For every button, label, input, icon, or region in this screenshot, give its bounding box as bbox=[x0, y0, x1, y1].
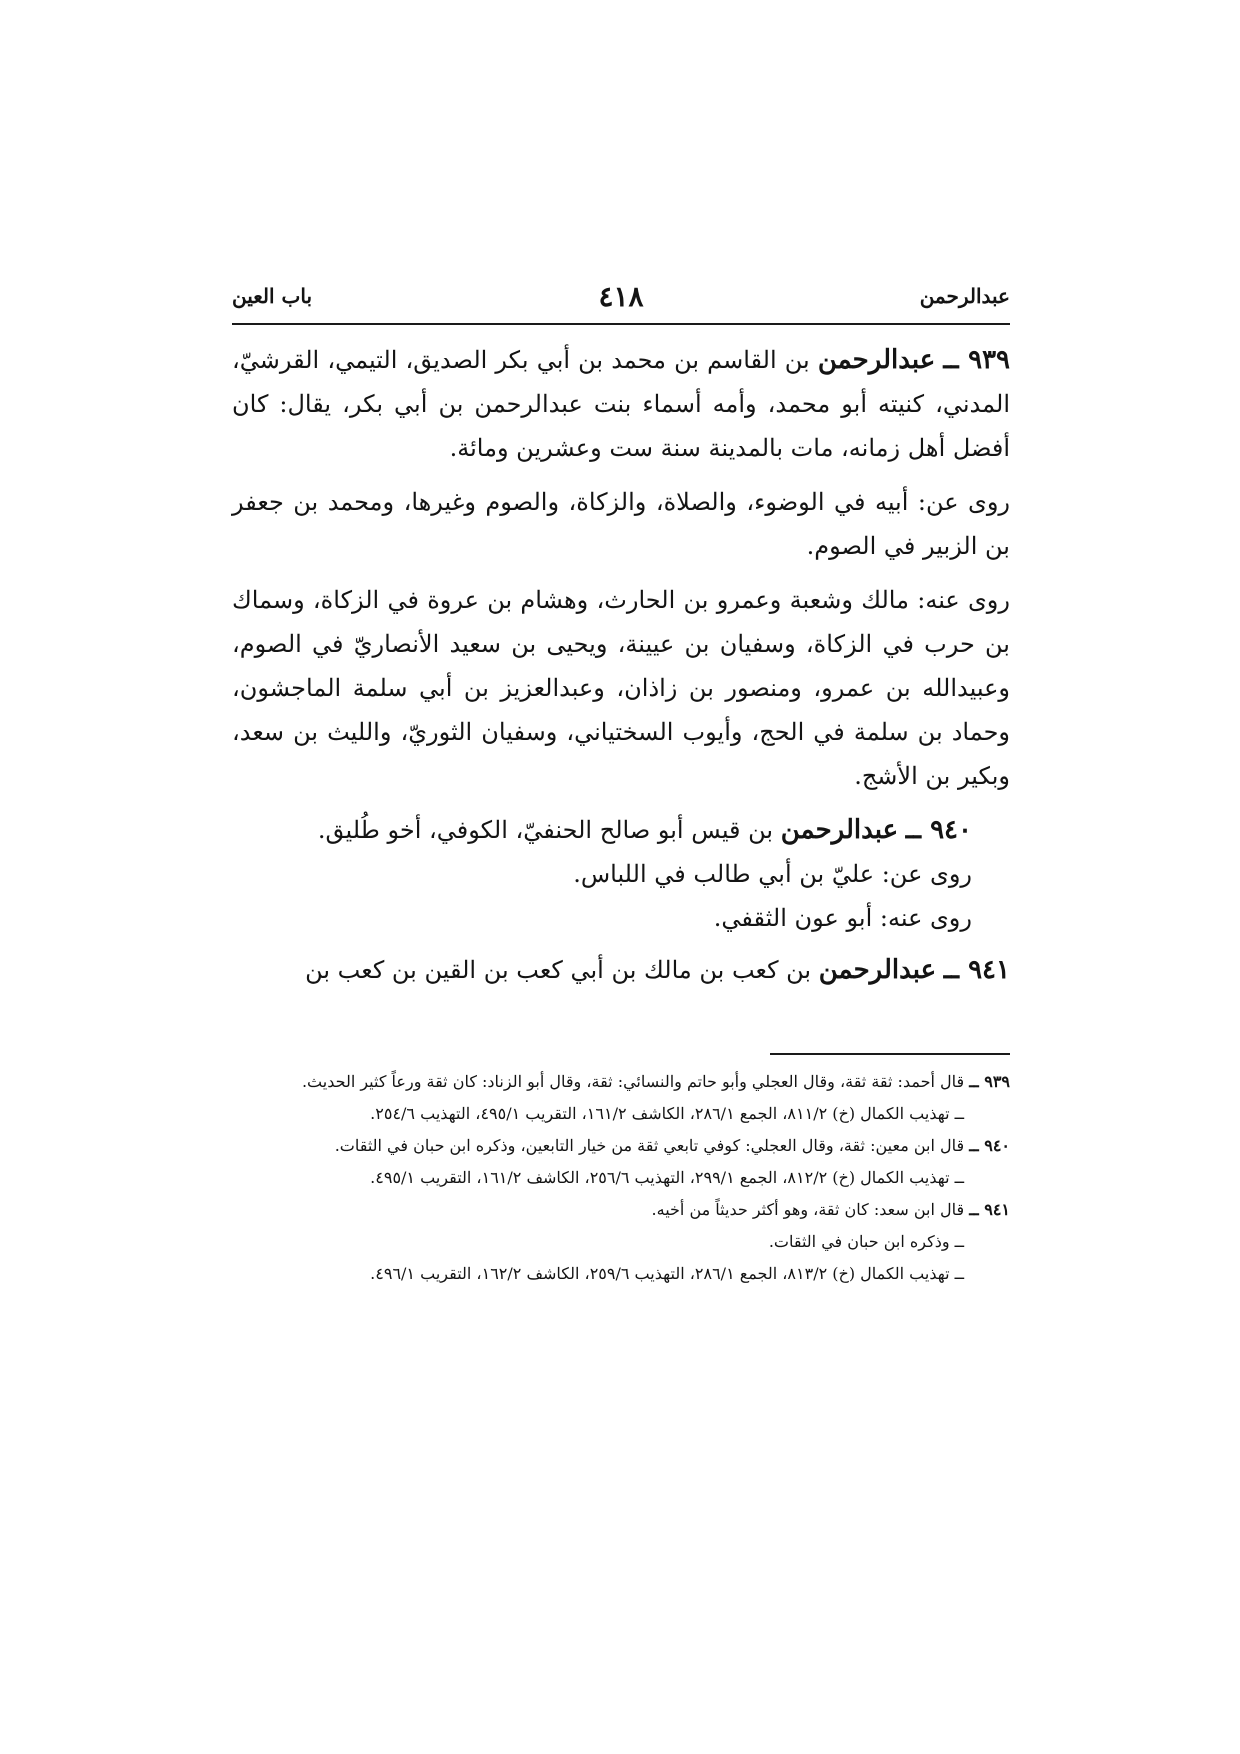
footnote-number: ٩٤٠ ــ bbox=[969, 1136, 1010, 1155]
entry-number: ٩٤٠ ــ bbox=[905, 815, 972, 845]
header-rule bbox=[232, 323, 1010, 325]
header-entry-name: عبدالرحمن bbox=[919, 284, 1010, 308]
entry-939-narrated-from: روى عن: أبيه في الوضوء، والصلاة، والزكاة، والصوم وغيرها، ومحمد بن جعفر بن الزبير في الصوم. bbox=[232, 488, 1010, 560]
footnote-940-sources: ــ تهذيب الكمال (خ) ٨١٢/٢، الجمع ٢٩٩/١، التهذيب ٢٥٦/٦، الكاشف ١٦١/٢، التقريب ٤٩٥/١. bbox=[370, 1168, 964, 1187]
footnote-939-sources: ــ تهذيب الكمال (خ) ٨١١/٢، الجمع ٢٨٦/١، الكاشف ١٦١/٢، التقريب ٤٩٥/١، التهذيب ٢٥٤/٦. bbox=[370, 1104, 964, 1123]
footnote-940 bbox=[232, 1130, 1010, 1162]
entry-939-narrated-by: روى عنه: مالك وشعبة وعمرو بن الحارث، وهشام بن عروة في الزكاة، وسماك بن حرب في الزكاة، وسفيان بن عيينة، ويحيى بن سعيد الأنصاريّ في الصوم، وعبيدالله بن عمرو، ومنصور بن زاذان، وعبدالعزيز بن أبي سلمة الماجشون، وحماد بن سلمة في الحج، وأيوب السختياني، وسفيان الثوريّ، والليث بن سعد، وبكير بن الأشج. bbox=[232, 586, 1010, 790]
footnote-939 bbox=[232, 1066, 1010, 1098]
footnote-text: قال أحمد: ثقة ثقة، وقال العجلي وأبو حاتم والنسائي: ثقة، وقال أبو الزناد: كان ثقة ورعاً كثير الحديث. bbox=[301, 1072, 965, 1091]
running-header bbox=[232, 280, 1010, 322]
entry-940-narrated-from: روى عن: عليّ بن أبي طالب في اللباس. bbox=[573, 860, 972, 888]
main-text bbox=[232, 338, 1010, 1002]
entry-bio-text: بن القاسم بن محمد بن أبي بكر الصديق، التيمي، القرشيّ، المدني، كنيته أبو محمد، وأمه أسماء بنت عبدالرحمن بن أبي بكر، يقال: كان أفضل أهل زمانه، مات بالمدينة سنة ست وعشرين ومائة. bbox=[232, 346, 1010, 462]
entry-941-bio bbox=[232, 948, 1010, 992]
page-number: ٤١٨ bbox=[598, 280, 644, 313]
entry-number: ٩٣٩ ــ bbox=[943, 345, 1011, 375]
footnote-941-note: ــ وذكره ابن حبان في الثقات. bbox=[768, 1232, 964, 1251]
entry-939-bio bbox=[232, 338, 1010, 470]
header-chapter-title: باب العين bbox=[232, 284, 313, 308]
entry-940-narrated-by: روى عنه: أبو عون الثقفي. bbox=[713, 904, 972, 932]
entry-name: عبدالرحمن bbox=[817, 345, 936, 375]
entry-name: عبدالرحمن bbox=[818, 955, 937, 985]
footnote-number: ٩٣٩ ــ bbox=[969, 1072, 1010, 1091]
footnote-941-sources: ــ تهذيب الكمال (خ) ٨١٣/٢، الجمع ٢٨٦/١، التهذيب ٢٥٩/٦، الكاشف ١٦٢/٢، التقريب ٤٩٦/١. bbox=[370, 1264, 964, 1283]
footnote-941 bbox=[232, 1194, 1010, 1226]
footnotes bbox=[232, 1066, 1010, 1290]
entry-number: ٩٤١ ــ bbox=[943, 955, 1010, 985]
entry-bio-text: بن كعب بن مالك بن أبي كعب بن القين بن كعب بن bbox=[305, 956, 812, 984]
entry-940-bio bbox=[232, 808, 1010, 852]
footnote-separator bbox=[770, 1053, 1010, 1055]
footnote-text: قال ابن سعد: كان ثقة، وهو أكثر حديثاً من أخيه. bbox=[651, 1200, 965, 1219]
footnote-text: قال ابن معين: ثقة، وقال العجلي: كوفي تابعي ثقة من خيار التابعين، وذكره ابن حبان في الثقات. bbox=[334, 1136, 965, 1155]
entry-name: عبدالرحمن bbox=[780, 815, 899, 845]
footnote-number: ٩٤١ ــ bbox=[969, 1200, 1010, 1219]
entry-bio-text: بن قيس أبو صالح الحنفيّ، الكوفي، أخو طُليق. bbox=[317, 816, 774, 844]
